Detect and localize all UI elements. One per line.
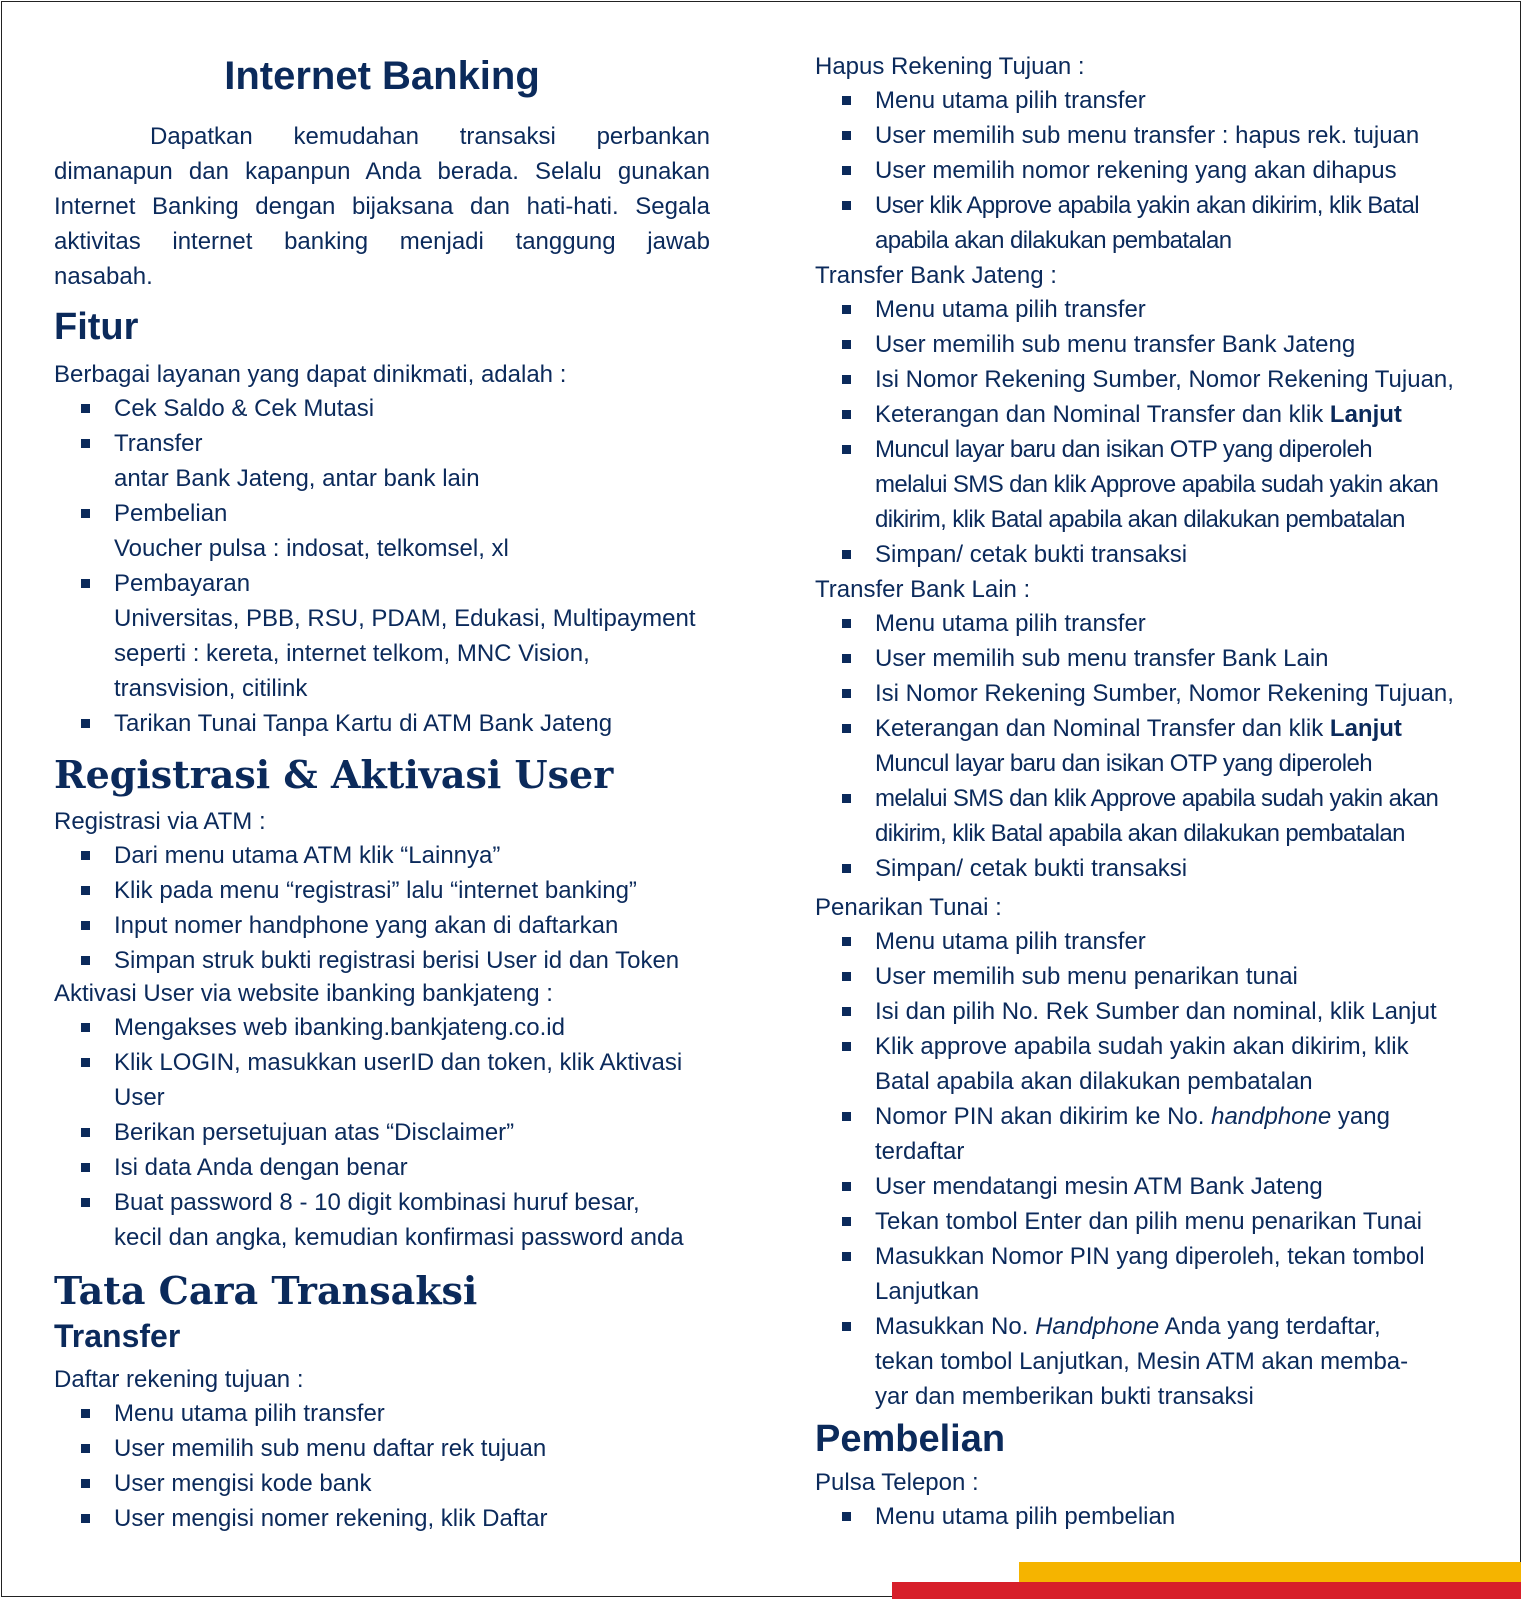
intro-paragraph <box>54 119 710 294</box>
list-item: Simpan/ cetak bukti transaksi <box>815 537 1480 572</box>
list-item: User memilih nomor rekening yang akan dihapus <box>815 153 1480 188</box>
list-item: Menu utama pilih transfer <box>815 924 1480 959</box>
bullet-icon <box>81 509 90 518</box>
bullet-icon <box>842 550 851 559</box>
registrasi-atm-list <box>54 838 710 978</box>
list-item: Menu utama pilih transfer <box>815 83 1480 118</box>
intro-line: nasabah. <box>54 263 153 290</box>
bullet-icon <box>81 1058 90 1067</box>
bullet-icon <box>81 886 90 895</box>
list-item: Klik LOGIN, masukkan userID dan token, klik Aktivasi User <box>54 1045 710 1115</box>
list-item: Menu utama pilih transfer <box>815 606 1480 641</box>
bullet-icon <box>842 619 851 628</box>
hapus-list <box>815 83 1480 258</box>
list-item: Klik pada menu “registrasi” lalu “internet banking” <box>54 873 710 908</box>
list-item: Masukkan Nomor PIN yang diperoleh, tekan tombol Lanjutkan <box>815 1239 1480 1309</box>
intro-line: aktivitas internet banking menjadi tanggung jawab <box>54 228 710 255</box>
hapus-label: Hapus Rekening Tujuan : <box>815 53 1085 80</box>
bullet-icon <box>842 1007 851 1016</box>
bullet-icon <box>81 1023 90 1032</box>
list-item: Nomor PIN akan dikirim ke No. handphone yang terdaftar <box>815 1099 1480 1169</box>
transfer-lain-label: Transfer Bank Lain : <box>815 576 1031 603</box>
bullet-icon <box>81 1128 90 1137</box>
bullet-icon <box>842 340 851 349</box>
list-item: User memilih sub menu penarikan tunai <box>815 959 1480 994</box>
list-item: Menu utama pilih transfer <box>815 292 1480 327</box>
registrasi-web-list <box>54 1010 710 1255</box>
bullet-icon <box>81 1198 90 1207</box>
list-item: Mengakses web ibanking.bankjateng.co.id <box>54 1010 710 1045</box>
list-item: Isi data Anda dengan benar <box>54 1150 710 1185</box>
list-item: Dari menu utama ATM klik “Lainnya” <box>54 838 710 873</box>
red-stripe <box>892 1582 1521 1599</box>
bullet-icon <box>842 1252 851 1261</box>
bullet-icon <box>842 724 851 733</box>
bullet-icon <box>81 1444 90 1453</box>
penarikan-list <box>815 924 1480 1414</box>
pembelian-heading: Pembelian <box>815 1418 1006 1460</box>
list-item: melalui SMS dan klik Approve apabila sudah yakin akan dikirim, klik Batal apabila akan dilakukan pembatalan <box>815 781 1480 851</box>
bullet-icon <box>842 305 851 314</box>
bullet-icon <box>81 439 90 448</box>
bullet-icon <box>842 166 851 175</box>
list-item: Transfer antar Bank Jateng, antar bank lain <box>54 426 710 496</box>
bullet-icon <box>842 794 851 803</box>
list-item: Menu utama pilih pembelian <box>815 1499 1480 1534</box>
list-item: Isi Nomor Rekening Sumber, Nomor Rekening Tujuan, <box>815 676 1480 711</box>
daftar-label: Daftar rekening tujuan : <box>54 1366 304 1393</box>
list-item: Muncul layar baru dan isikan OTP yang diperoleh melalui SMS dan klik Approve apabila sudah yakin akan dikirim, klik Batal apabila akan dilakukan pembatalan <box>815 432 1480 537</box>
bullet-icon <box>842 445 851 454</box>
list-item: User mendatangi mesin ATM Bank Jateng <box>815 1169 1480 1204</box>
list-item: Berikan persetujuan atas “Disclaimer” <box>54 1115 710 1150</box>
list-item: Simpan struk bukti registrasi berisi User id dan Token <box>54 943 710 978</box>
list-item: Tekan tombol Enter dan pilih menu penarikan Tunai <box>815 1204 1480 1239</box>
list-item: User memilih sub menu transfer Bank Lain <box>815 641 1480 676</box>
intro-line: Internet Banking dengan bijaksana dan hati-hati. Segala <box>54 193 710 220</box>
pembelian-list <box>815 1499 1480 1534</box>
transfer-subheading: Transfer <box>54 1318 181 1354</box>
page-title: Internet Banking <box>224 54 540 98</box>
list-item: User mengisi kode bank <box>54 1466 710 1501</box>
transfer-jateng-list <box>815 292 1480 572</box>
penarikan-label: Penarikan Tunai : <box>815 894 1002 921</box>
bullet-icon <box>81 851 90 860</box>
bullet-icon <box>81 1163 90 1172</box>
fitur-list <box>54 391 710 741</box>
bullet-icon <box>81 921 90 930</box>
list-item: Buat password 8 - 10 digit kombinasi huruf besar, kecil dan angka, kemudian konfirmasi password anda <box>54 1185 710 1255</box>
list-item: User memilih sub menu daftar rek tujuan <box>54 1431 710 1466</box>
bullet-icon <box>842 972 851 981</box>
list-item: Pembayaran Universitas, PBB, RSU, PDAM, Edukasi, Multipayment seperti : kereta, internet telkom, MNC Vision, transvision, citilink <box>54 566 710 706</box>
bullet-icon <box>81 404 90 413</box>
transfer-lain-list <box>815 606 1480 886</box>
bullet-icon <box>842 654 851 663</box>
bullet-icon <box>842 1112 851 1121</box>
transfer-jateng-label: Transfer Bank Jateng : <box>815 262 1057 289</box>
bullet-icon <box>842 1042 851 1051</box>
bullet-icon <box>842 1512 851 1521</box>
daftar-list <box>54 1396 710 1536</box>
list-item: User klik Approve apabila yakin akan dikirim, klik Batal apabila akan dilakukan pembatalan <box>815 188 1480 258</box>
list-item: Keterangan dan Nominal Transfer dan klik Lanjut Muncul layar baru dan isikan OTP yang diperoleh <box>815 711 1480 781</box>
list-item: Tarikan Tunai Tanpa Kartu di ATM Bank Jateng <box>54 706 710 741</box>
bullet-icon <box>81 1479 90 1488</box>
bullet-icon <box>842 864 851 873</box>
yellow-stripe <box>1019 1562 1521 1582</box>
bullet-icon <box>81 1409 90 1418</box>
list-item: User mengisi nomer rekening, klik Daftar <box>54 1501 710 1536</box>
bullet-icon <box>842 1322 851 1331</box>
bullet-icon <box>842 96 851 105</box>
bullet-icon <box>81 579 90 588</box>
bullet-icon <box>81 719 90 728</box>
list-item: Keterangan dan Nominal Transfer dan klik Lanjut <box>815 397 1480 432</box>
list-item: Masukkan No. Handphone Anda yang terdaftar, tekan tombol Lanjutkan, Mesin ATM akan memba- yar dan memberikan bukti transaksi <box>815 1309 1480 1414</box>
list-item: User memilih sub menu transfer Bank Jateng <box>815 327 1480 362</box>
list-item: Isi Nomor Rekening Sumber, Nomor Rekening Tujuan, <box>815 362 1480 397</box>
bullet-icon <box>842 1217 851 1226</box>
list-item: Simpan/ cetak bukti transaksi <box>815 851 1480 886</box>
registrasi-atm-label: Registrasi via ATM : <box>54 808 266 835</box>
fitur-lead: Berbagai layanan yang dapat dinikmati, adalah : <box>54 361 567 388</box>
list-item: Input nomer handphone yang akan di daftarkan <box>54 908 710 943</box>
bullet-icon <box>81 1514 90 1523</box>
bullet-icon <box>81 956 90 965</box>
registrasi-web-label: Aktivasi User via website ibanking bankjateng : <box>54 980 553 1007</box>
bullet-icon <box>842 131 851 140</box>
bullet-icon <box>842 937 851 946</box>
intro-line: Dapatkan kemudahan transaksi perbankan <box>150 123 710 150</box>
list-item: Isi dan pilih No. Rek Sumber dan nominal, klik Lanjut <box>815 994 1480 1029</box>
bullet-icon <box>842 1182 851 1191</box>
list-item: Pembelian Voucher pulsa : indosat, telkomsel, xl <box>54 496 710 566</box>
fitur-heading: Fitur <box>54 306 139 348</box>
bullet-icon <box>842 201 851 210</box>
list-item: Cek Saldo & Cek Mutasi <box>54 391 710 426</box>
registrasi-heading: Registrasi & Aktivasi User <box>54 752 614 797</box>
tata-cara-heading: Tata Cara Transaksi <box>54 1268 478 1313</box>
intro-line: dimanapun dan kapanpun Anda berada. Selalu gunakan <box>54 158 710 185</box>
bullet-icon <box>842 689 851 698</box>
list-item: Klik approve apabila sudah yakin akan dikirim, klik Batal apabila akan dilakukan pembatalan <box>815 1029 1480 1099</box>
pulsa-label: Pulsa Telepon : <box>815 1469 979 1496</box>
bullet-icon <box>842 375 851 384</box>
bullet-icon <box>842 410 851 419</box>
list-item: User memilih sub menu transfer : hapus rek. tujuan <box>815 118 1480 153</box>
list-item: Menu utama pilih transfer <box>54 1396 710 1431</box>
